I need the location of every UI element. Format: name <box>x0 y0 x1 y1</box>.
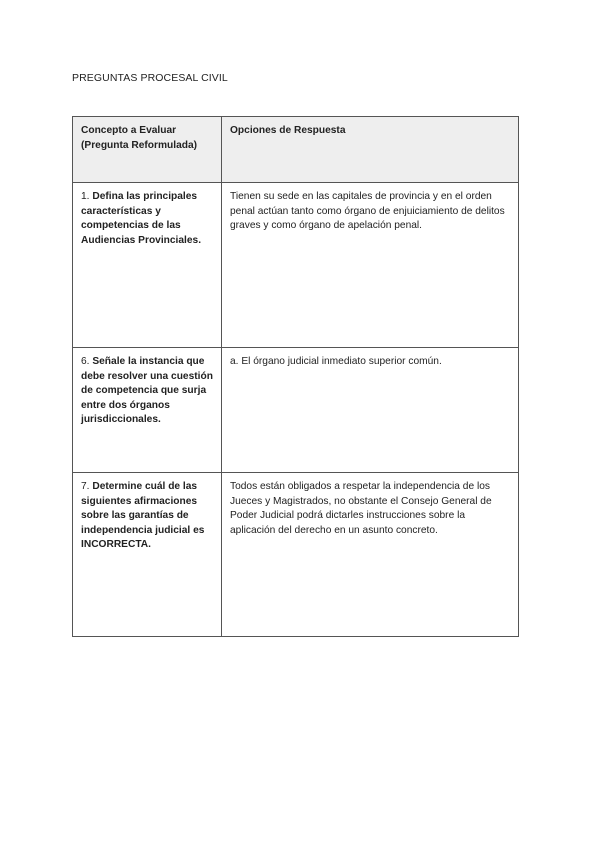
table-row <box>73 473 519 637</box>
questions-table <box>72 116 519 637</box>
document-title: PREGUNTAS PROCESAL CIVIL <box>72 72 228 84</box>
answer-text: a. El órgano judicial inmediato superior común. <box>230 356 442 367</box>
question-number: 6. <box>81 356 90 367</box>
question-cell <box>73 348 222 473</box>
answer-text: Tienen su sede en las capitales de provincia y en el orden penal actúan tanto como órgano de enjuiciamiento de delitos graves y como órgano de apelación penal. <box>230 191 505 231</box>
question-text: Determine cuál de las siguientes afirmaciones sobre las garantías de independencia judicial es INCORRECTA. <box>81 481 205 550</box>
answer-cell <box>222 473 519 637</box>
header-concept: Concepto a Evaluar (Pregunta Reformulada) <box>73 117 222 183</box>
question-text: Defina las principales características y competencias de las Audiencias Provinciales. <box>81 191 202 246</box>
table-row <box>73 183 519 348</box>
table-row <box>73 348 519 473</box>
answer-cell <box>222 348 519 473</box>
header-options: Opciones de Respuesta <box>222 117 519 183</box>
question-number: 7. <box>81 481 90 492</box>
question-text: Señale la instancia que debe resolver una cuestión de competencia que surja entre dos órganos jurisdiccionales. <box>81 356 213 425</box>
question-cell <box>73 473 222 637</box>
question-cell <box>73 183 222 348</box>
question-number: 1. <box>81 191 90 202</box>
answer-cell <box>222 183 519 348</box>
table-header-row <box>73 117 519 183</box>
answer-text: Todos están obligados a respetar la independencia de los Jueces y Magistrados, no obstante el Consejo General de Poder Judicial podrá dictarles instrucciones sobre la aplicación del derecho en un asunto concreto. <box>230 481 492 536</box>
